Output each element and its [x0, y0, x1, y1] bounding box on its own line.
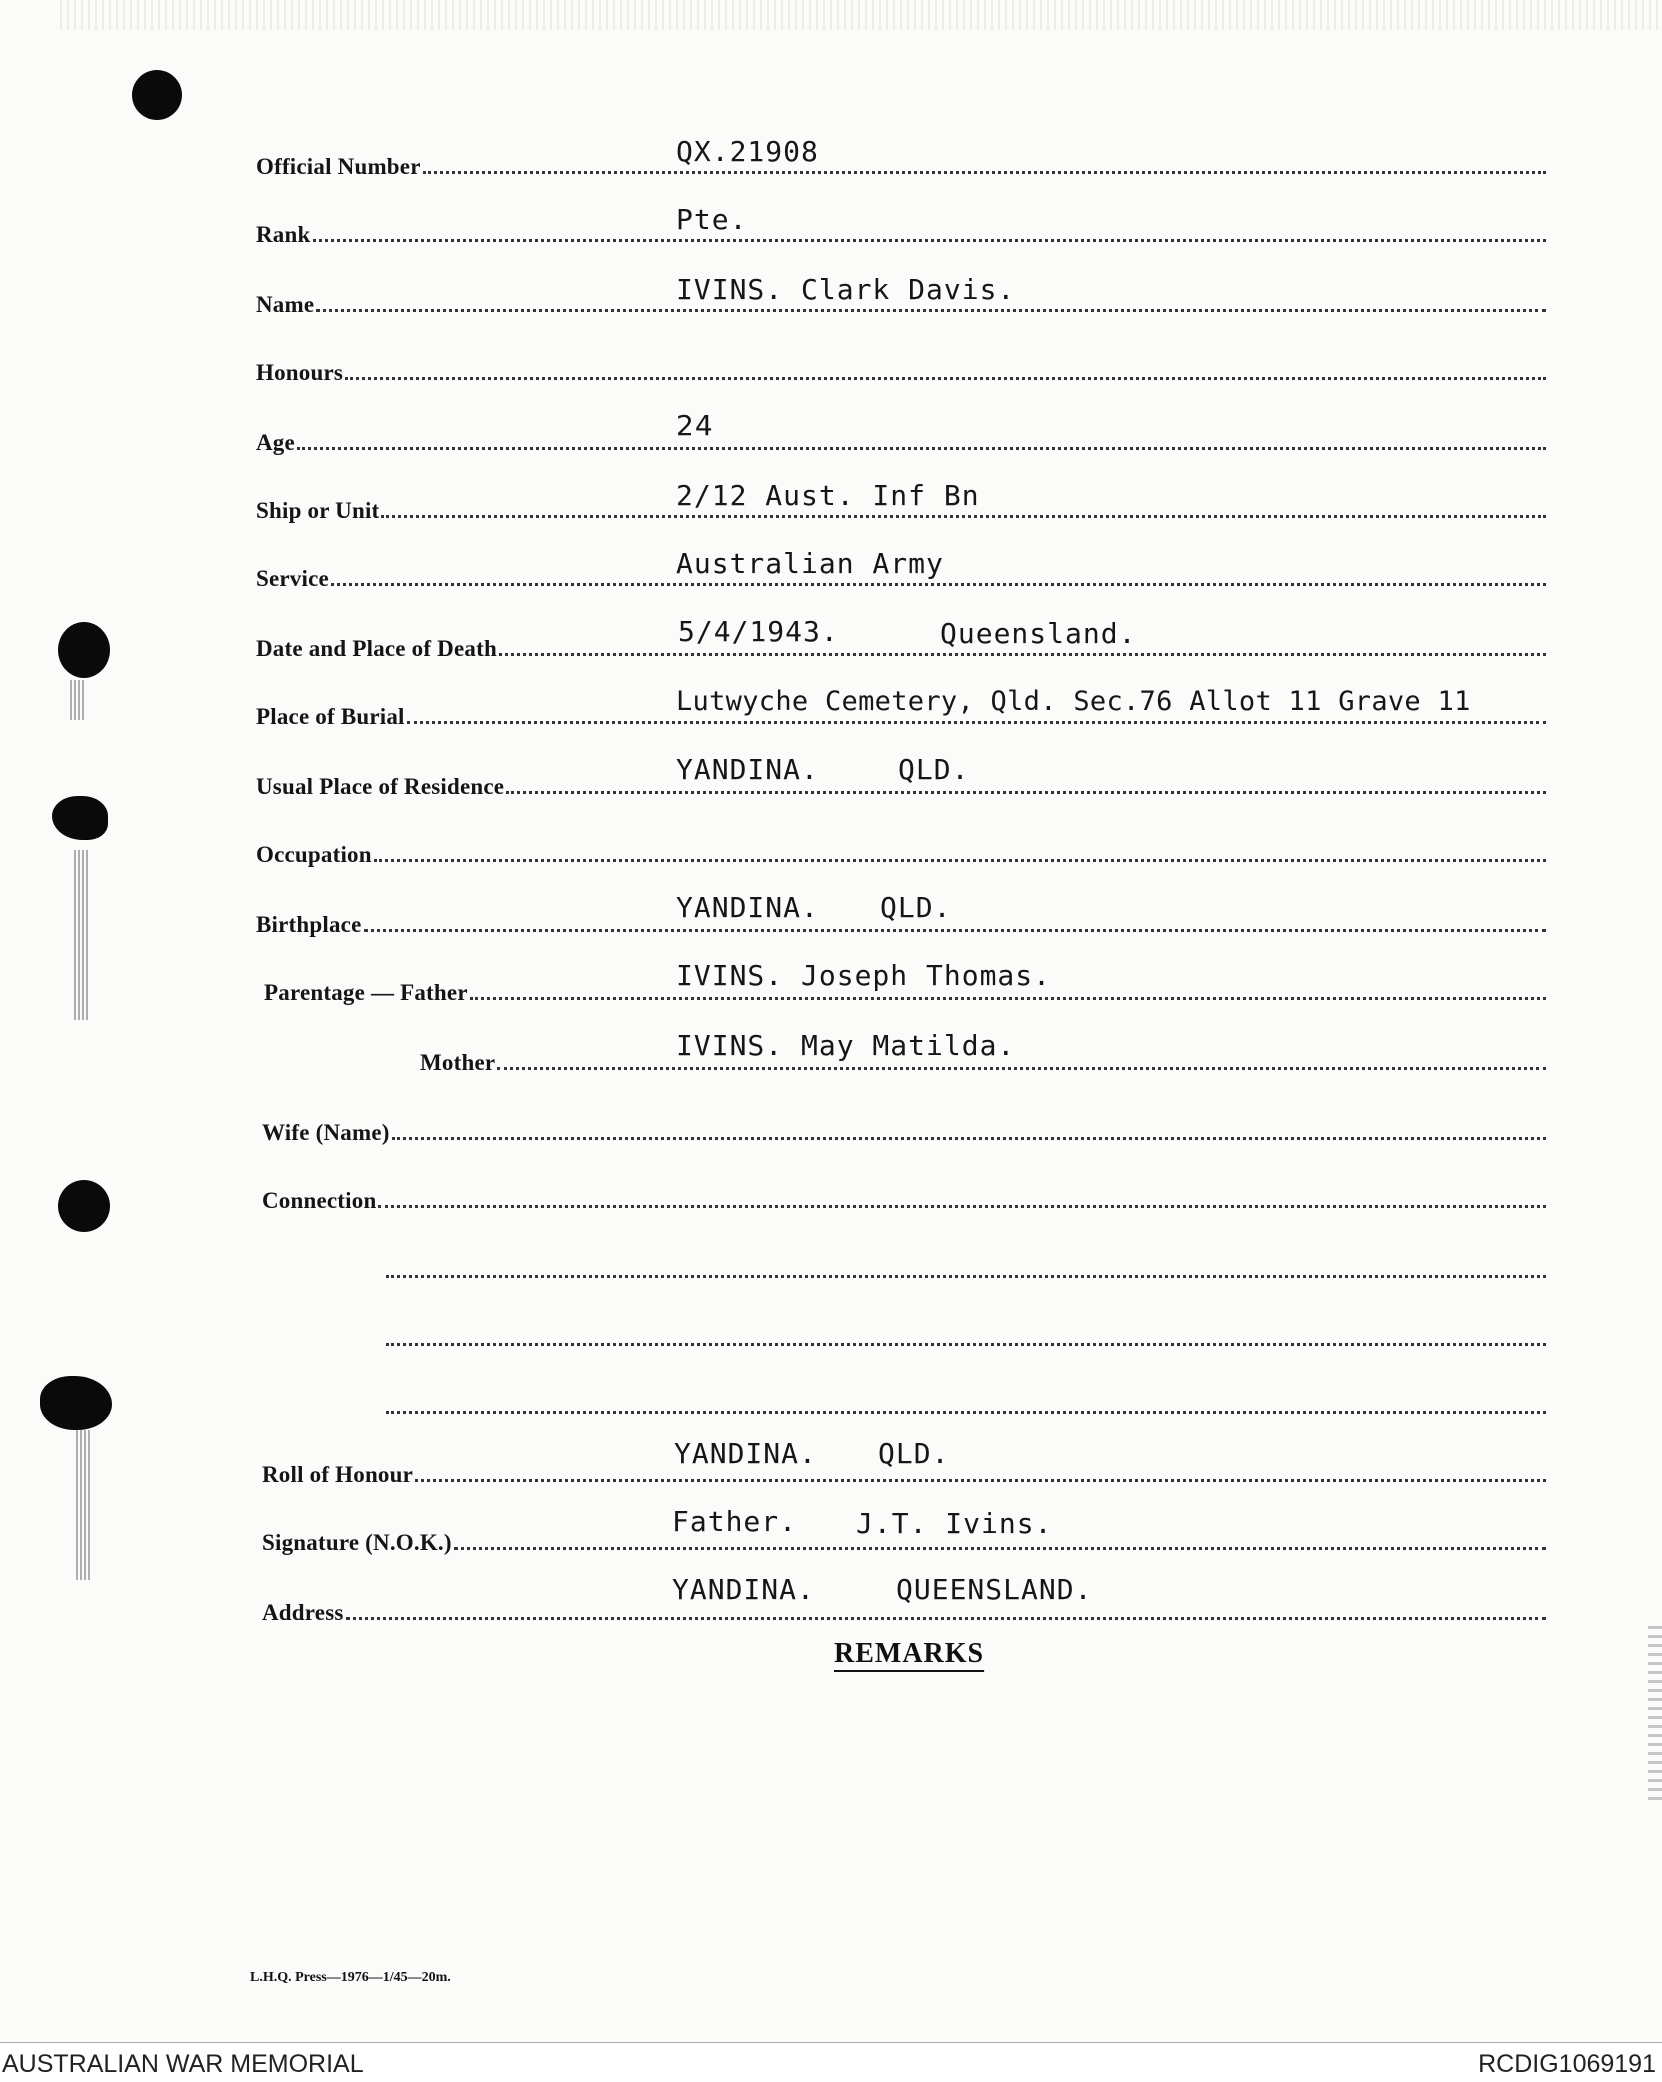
dotted-leader	[506, 791, 1546, 794]
punch-hole-middle-2	[52, 796, 108, 840]
field-label: Roll of Honour	[262, 1462, 414, 1487]
dotted-leader	[415, 1479, 1546, 1482]
dotted-leader	[374, 859, 1546, 862]
field-honours	[256, 346, 1546, 386]
field-value-birthplace: YANDINA.	[676, 891, 819, 924]
field-label: Wife (Name)	[262, 1120, 390, 1145]
field-value-birthplace-state: QLD.	[880, 891, 952, 924]
scan-artifact-right	[1648, 1620, 1662, 1800]
field-label: Occupation	[256, 842, 372, 867]
field-label: Age	[256, 430, 295, 455]
field-value-father: IVINS. Joseph Thomas.	[676, 959, 1052, 992]
field-value-ship-or-unit: 2/12 Aust. Inf Bn	[676, 479, 980, 512]
field-wife-name	[262, 1106, 1546, 1146]
punch-hole-bottom	[40, 1376, 112, 1430]
field-label: Date and Place of Death	[256, 636, 497, 661]
field-value-signature-name: J.T. Ivins.	[856, 1507, 1053, 1540]
footer-record-id: RCDIG1069191	[1478, 2050, 1656, 2078]
field-value-address-state: QUEENSLAND.	[896, 1573, 1093, 1606]
dotted-leader	[497, 1067, 1546, 1070]
punch-hole-streak	[76, 1430, 90, 1580]
dotted-leader	[499, 653, 1546, 656]
field-value-roll-of-honour: YANDINA.	[674, 1437, 817, 1470]
punch-hole-middle-1	[58, 622, 110, 678]
field-age	[256, 416, 1546, 456]
field-rank	[256, 203, 1546, 248]
dotted-leader	[345, 377, 1546, 380]
field-label: Signature (N.O.K.)	[262, 1530, 452, 1555]
field-connection-line-3	[384, 1312, 1546, 1352]
field-value-rank: Pte.	[676, 203, 748, 236]
field-label: Official Number	[256, 154, 421, 179]
punch-hole-top	[132, 70, 182, 120]
field-value-mother: IVINS. May Matilda.	[676, 1029, 1016, 1062]
printer-imprint: L.H.Q. Press—1976—1/45—20m.	[250, 1970, 451, 1985]
scan-artifact-top	[60, 0, 1660, 30]
field-label: Address	[262, 1600, 344, 1625]
dotted-leader	[386, 1411, 1546, 1414]
dotted-leader	[386, 1275, 1546, 1278]
dotted-leader	[378, 1205, 1546, 1208]
field-value-address: YANDINA.	[672, 1573, 815, 1606]
field-value-usual-residence: YANDINA.	[676, 753, 819, 786]
field-label: Honours	[256, 360, 344, 385]
field-value-service: Australian Army	[676, 547, 944, 580]
dotted-leader	[386, 1343, 1546, 1346]
field-connection	[262, 1174, 1546, 1214]
footer-institution: AUSTRALIAN WAR MEMORIAL	[2, 2050, 364, 2078]
dotted-leader	[392, 1137, 1546, 1140]
dotted-leader	[313, 239, 1547, 242]
field-value-roll-of-honour-state: QLD.	[878, 1437, 950, 1470]
dotted-leader	[364, 929, 1547, 932]
dotted-leader	[407, 721, 1546, 724]
field-value-name: IVINS. Clark Davis.	[676, 273, 1016, 306]
dotted-leader	[331, 583, 1546, 586]
punch-hole-streak	[74, 850, 88, 1020]
dotted-leader	[297, 447, 1546, 450]
field-label: Rank	[256, 222, 311, 247]
field-label: Ship or Unit	[256, 498, 380, 523]
field-label: Connection	[262, 1188, 377, 1213]
dotted-leader	[423, 171, 1546, 174]
field-connection-line-4	[384, 1380, 1546, 1420]
field-label: Birthplace	[256, 912, 362, 937]
dotted-leader	[454, 1547, 1546, 1550]
field-official-number	[256, 135, 1546, 180]
field-value-place-of-death: Queensland.	[940, 617, 1137, 650]
punch-hole-middle-3	[58, 1180, 110, 1232]
field-label: Usual Place of Residence	[256, 774, 505, 799]
field-label: Service	[256, 566, 329, 591]
field-connection-line-2	[384, 1244, 1546, 1284]
field-occupation	[256, 828, 1546, 868]
field-label: Place of Burial	[256, 704, 405, 729]
field-value-usual-residence-state: QLD.	[898, 753, 970, 786]
field-label: Mother	[420, 1050, 496, 1075]
punch-hole-streak	[70, 680, 84, 720]
field-date-place-of-death	[256, 617, 1546, 662]
field-value-signature-relation: Father.	[672, 1505, 798, 1538]
dotted-leader	[346, 1617, 1547, 1620]
dotted-leader	[470, 997, 1546, 1000]
field-value-date-of-death: 5/4/1943.	[678, 615, 839, 648]
field-value-age: 24	[676, 409, 714, 442]
dotted-leader	[381, 515, 1546, 518]
dotted-leader	[316, 309, 1546, 312]
remarks-heading: REMARKS	[834, 1638, 985, 1669]
field-value-place-of-burial: Lutwyche Cemetery, Qld. Sec.76 Allot 11 Grave 11	[676, 686, 1471, 717]
field-label: Name	[256, 292, 315, 317]
field-value-official-number: QX.21908	[676, 135, 819, 168]
field-label: Parentage — Father	[264, 980, 468, 1005]
